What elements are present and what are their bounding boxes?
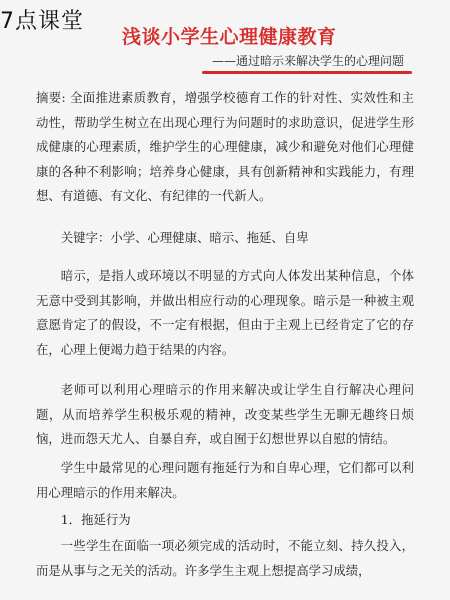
abstract-paragraph: 摘要: 全面推进素质教育，增强学校德育工作的针对性、实效性和主动性，帮助学生树立在出现心理行为问题时的求助意识，促进学生形成健康的心理素质，维护学生的心理健康，减少和避免对他们心理健康的各种不利影响；培养身心健康，具有创新精神和实践能力，有理想、有道德、有文化、有纪律的一代新人。: [36, 90, 414, 203]
paragraph-teacher-use: 老师可以利用心理暗示的作用来解决或让学生自行解决心理问题，从而培养学生积极乐观的精神，改变某些学生无聊无趣终日烦恼，进而怨天尤人、自暴自弃，或自囿于幻想世界以自慰的情结。: [36, 382, 414, 446]
watermark-logo: 7点课堂: [0, 9, 84, 34]
paragraph-procrastination: 一些学生在面临一项必须完成的活动时，不能立刻、持久投入，而是从事与之无关的活动。许多学生主观上想提高学习成绩，: [36, 538, 414, 578]
document-subtitle: ——通过暗示来解决学生的心理问题: [212, 54, 405, 68]
section-heading-procrastination: 1．拖延行为: [60, 512, 131, 527]
paragraph-suggestion-definition: 暗示，是指人或环境以不明显的方式向人体发出某种信息，个体无意中受到其影响，并做出相应行动的心理现象。暗示是一种被主观意愿肯定了的假设，不一定有根据，但由于主观上已经肯定了它的存在，心理上便竭力趋于结果的内容。: [36, 268, 414, 357]
title-underline: [202, 71, 412, 74]
paragraph-common-problems: 学生中最常见的心理问题有拖延行为和自卑心理，它们都可以利用心理暗示的作用来解决。: [36, 460, 414, 500]
keywords-line: 关键字：小学、心理健康、暗示、拖延、自卑: [60, 230, 309, 245]
document-title: 浅谈小学生心理健康教育: [122, 26, 337, 48]
